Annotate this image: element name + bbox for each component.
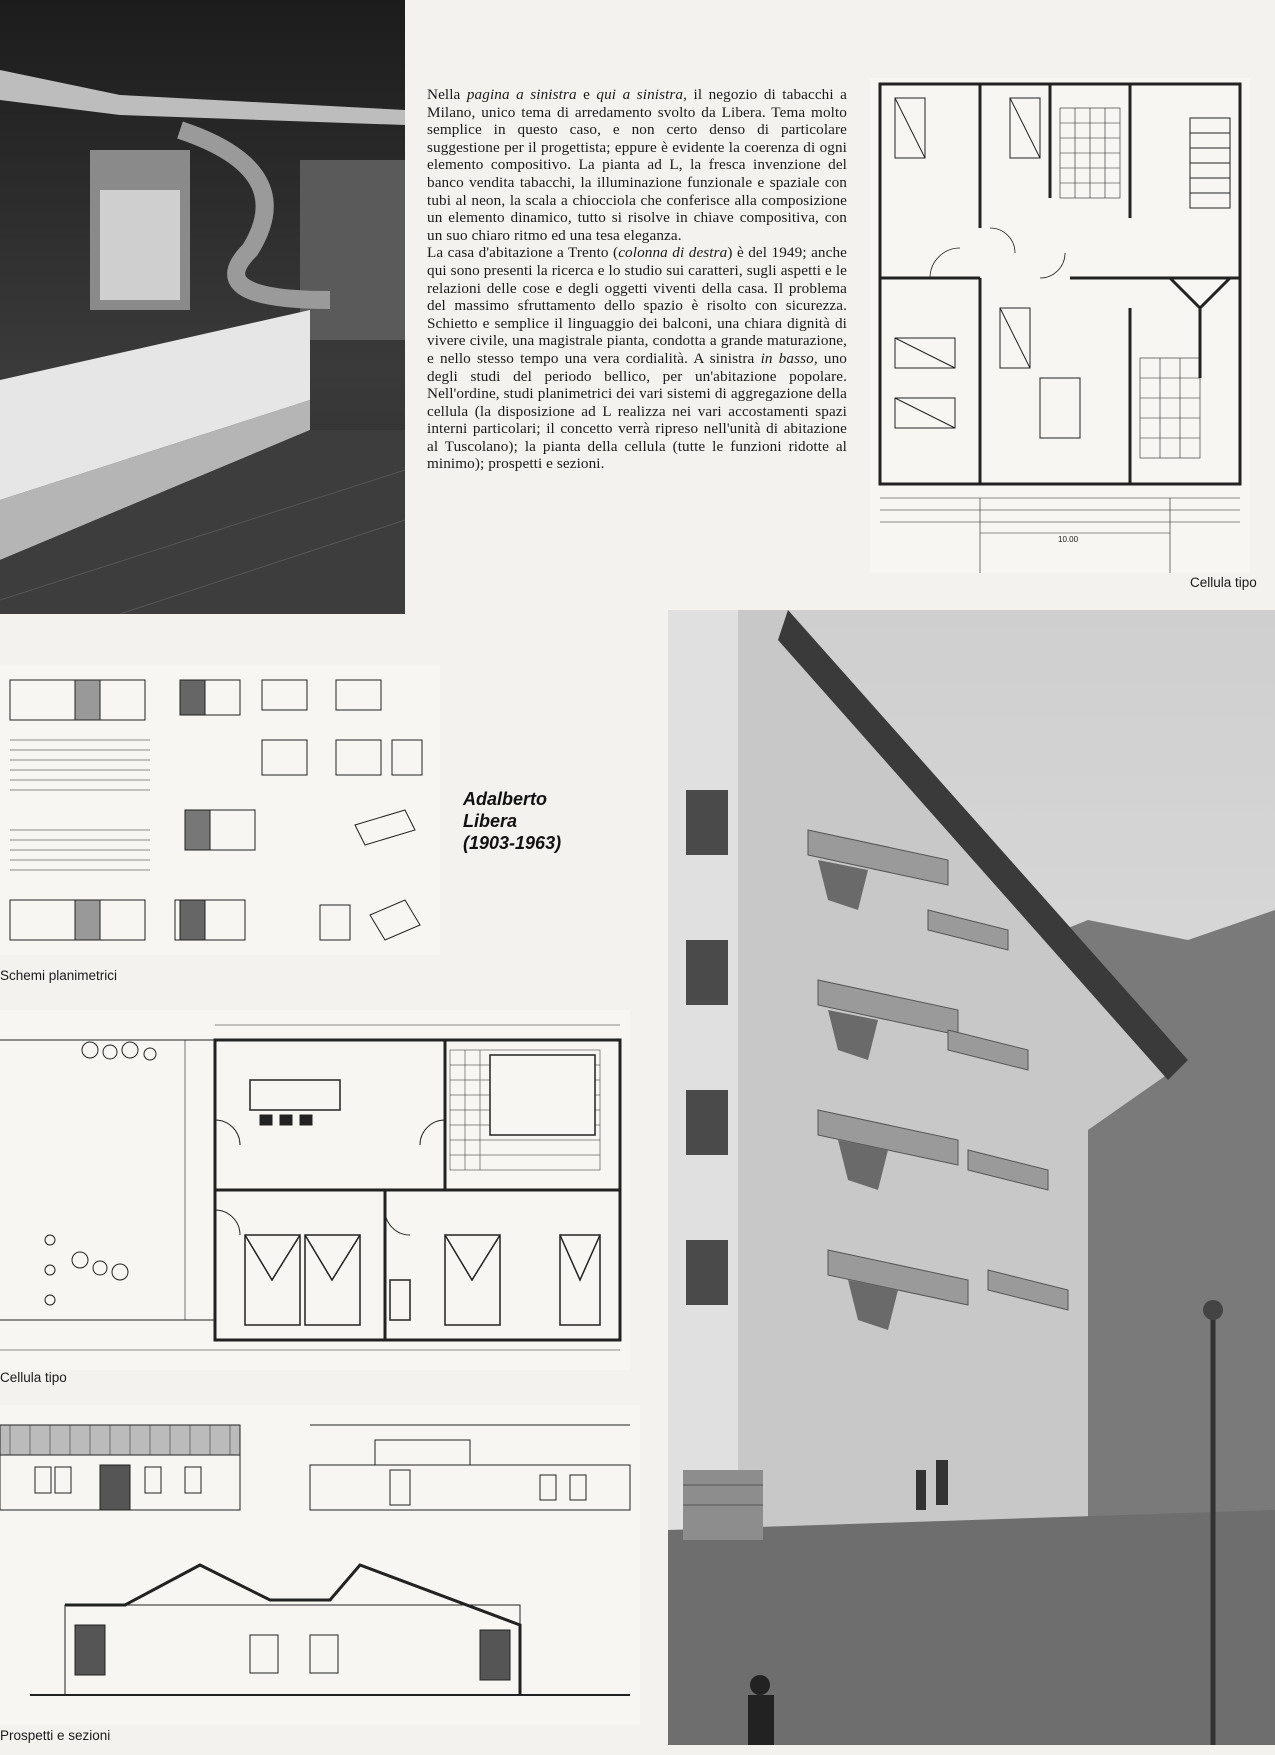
prospetti-sezioni-drawings [0, 1405, 640, 1725]
schemi-planimetrici-drawings [0, 665, 440, 955]
caption-cellula-tipo-left: Cellula tipo [0, 1370, 67, 1385]
article-body [427, 86, 847, 473]
article-heading [463, 788, 561, 854]
article-paragraph-2: La casa d'abitazione a Trento (colonna di destra) è del 1949; anche qui sono presenti la ricerca e lo studio sui caratteri, sugli aspetti e le relazioni delle cose e degli oggetti viventi della casa. Il problema del massimo sfruttamento dello spazio è risolto con sicurezza. Schietto e semplice il linguaggio dei balconi, una chiara dignità di vivere civile, una magistrale pianta, condotta a grande maturazione, e nello stesso tempo una vera cordialità. A sinistra in basso, uno degli studi del periodo bellico, per un'abitazione popolare. Nell'ordine, studi planimetrici dei vari sistemi di aggregazione della cellula (la disposizione ad L realizza nei vari accostamenti spazi interni particolari; il concetto verrà ripreso nell'unità di abitazione al Tuscolano); la pianta della cellula (tutte le funzioni ridotte al minimo); prospetti e sezioni. [427, 244, 847, 473]
tobacco-shop-interior-photo [0, 0, 405, 614]
heading-name-last: Libera [463, 811, 518, 831]
article-paragraph-1: Nella pagina a sinistra e qui a sinistra, il negozio di tabacchi a Milano, unico tema di arredamento svolto da Libera. Tema molto semplice in questo caso, e non certo denso di particolare suggestione per il progettista; eppure è evidente la coerenza di ogni elemento compositivo. La pianta ad L, la fresca invenzione del banco vendita tabacchi, la illuminazione funzionale e spaziale con tubi al neon, la scala a chiocciola che conferisce alla composizione un elemento dinamico, tutto si risolve in chiave compositiva, con un suo chiaro ritmo ed una tesa eleganza. [427, 86, 848, 244]
caption-prospetti-sezioni: Prospetti e sezioni [0, 1728, 111, 1743]
caption-cellula-tipo-top: Cellula tipo [1190, 575, 1257, 590]
plan-dimension-label: 10.00 [1058, 535, 1079, 544]
heading-dates: (1903-1963) [463, 833, 562, 853]
heading-name-first: Adalberto [463, 789, 548, 809]
cellula-tipo-plan-drawing [0, 1010, 630, 1370]
trento-cellula-plan-drawing [870, 78, 1250, 573]
trento-housing-building-photo [668, 610, 1275, 1745]
caption-schemi-planimetrici: Schemi planimetrici [0, 968, 118, 983]
